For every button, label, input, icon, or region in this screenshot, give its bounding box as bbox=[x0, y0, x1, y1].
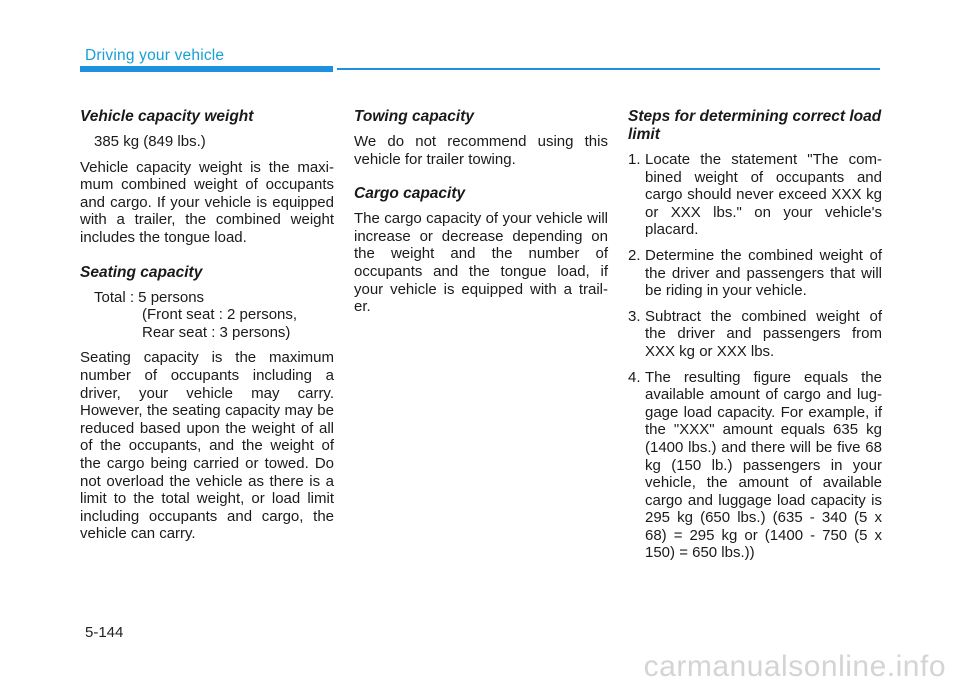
towing-capacity-heading: Towing capacity bbox=[354, 108, 475, 125]
towing-capacity-body: We do not recommend using this vehicle for trailer towing. bbox=[354, 133, 608, 168]
header-rule-line bbox=[337, 68, 880, 70]
column-left bbox=[80, 108, 334, 551]
page-number: 5-144 bbox=[85, 624, 124, 641]
column-right bbox=[628, 108, 882, 570]
section-title: Driving your vehicle bbox=[85, 47, 225, 64]
step-number: 3. bbox=[628, 307, 641, 325]
step-number: 2. bbox=[628, 246, 641, 264]
step-text: The resulting figure equals the available amount of cargo and lug-gage load capacity. For example, if the "XXX" amount equals 635 kg (1400 lbs.) and there will be five 68 kg (150 lb.) passengers in your vehicle, the amount of available cargo and luggage load capacity is 295 kg (650 lbs.) (635 - 340 (5 x 68) = 295 kg or (1400 - 750 (5 x 150) = 650 lbs.)) bbox=[645, 368, 882, 562]
seating-total: Total : 5 persons bbox=[94, 288, 205, 306]
seating-capacity-values bbox=[94, 289, 334, 342]
step-text: Determine the combined weight of the driver and passengers that will be riding in your vehicle. bbox=[645, 246, 882, 300]
watermark: carmanualsonline.info bbox=[643, 650, 946, 683]
step-text: Locate the statement "The com-bined weight of occupants and cargo should never exceed XXX kg or XXX lbs." on your vehicle's placard. bbox=[645, 151, 882, 239]
step-number: 4. bbox=[628, 368, 641, 386]
load-limit-steps-heading: Steps for determining correct load limit bbox=[628, 108, 882, 143]
column-middle bbox=[354, 108, 608, 324]
list-item bbox=[628, 308, 882, 361]
seating-capacity-heading: Seating capacity bbox=[80, 263, 203, 281]
seating-rear: Rear seat : 3 persons) bbox=[142, 323, 291, 341]
vehicle-capacity-body: Vehicle capacity weight is the maxi-mum combined weight of occupants and cargo. If your vehicle is equipped with a trailer, the combined weight includes the tongue load. bbox=[80, 158, 334, 246]
step-number: 1. bbox=[628, 151, 641, 168]
load-limit-steps-list bbox=[628, 151, 882, 562]
vehicle-capacity-value: 385 kg (849 lbs.) bbox=[94, 133, 206, 150]
list-item bbox=[628, 151, 882, 239]
vehicle-capacity-heading: Vehicle capacity weight bbox=[80, 108, 254, 125]
seating-front: (Front seat : 2 persons, bbox=[142, 306, 298, 324]
list-item bbox=[628, 369, 882, 563]
cargo-capacity-heading: Cargo capacity bbox=[354, 185, 466, 203]
cargo-capacity-body: The cargo capacity of your vehicle will increase or decrease depending on the weight and the number of occupants and the tongue load, if your vehicle is equipped with a trail-er. bbox=[354, 210, 608, 316]
list-item bbox=[628, 247, 882, 300]
step-text: Subtract the combined weight of the driver and passengers from XXX kg or XXX lbs. bbox=[645, 307, 882, 360]
seating-capacity-body: Seating capacity is the maximum number of occupants including a driver, your vehicle may carry. However, the seating capacity may be reduced based upon the weight of all of the occupants, and the weight of the cargo being carried or towed. Do not overload the vehicle as there is a limit to the total weight, or load limit including occupants and cargo, the vehicle can carry. bbox=[80, 349, 334, 543]
header-rule-bar bbox=[80, 66, 333, 72]
